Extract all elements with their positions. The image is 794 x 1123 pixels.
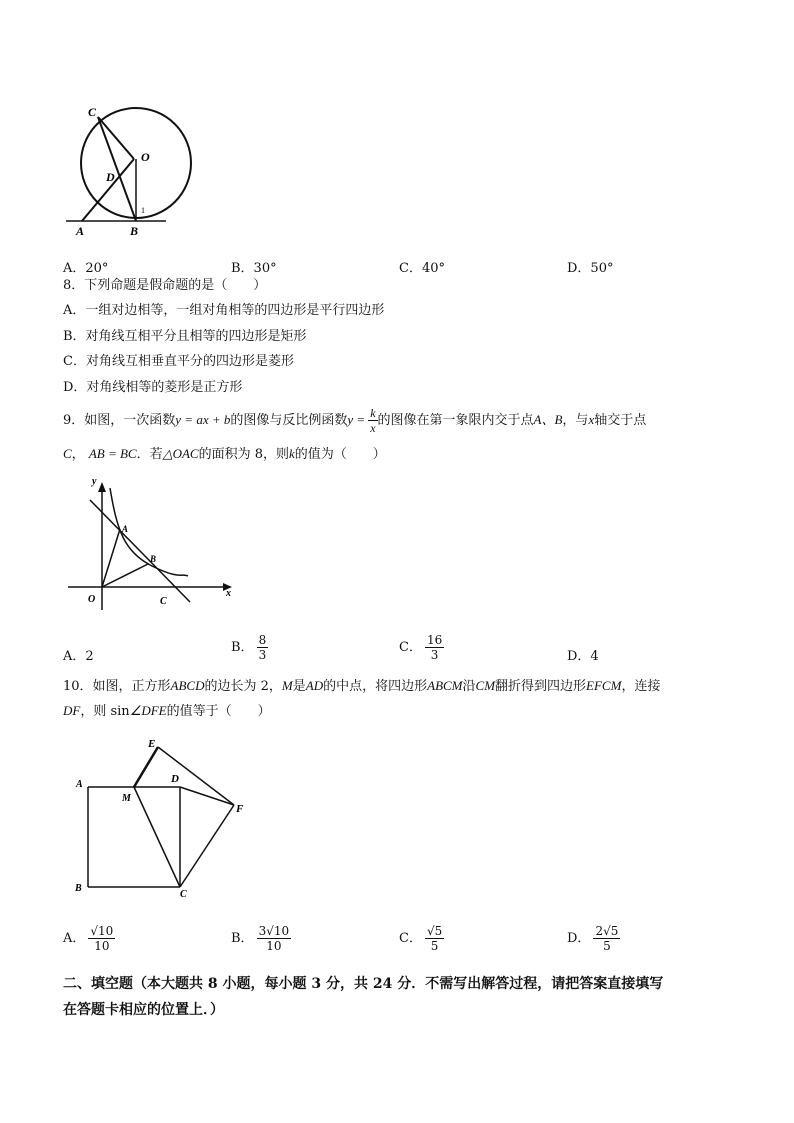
q8-option-a: A．一组对边相等，一组对角相等的四边形是平行四边形	[63, 303, 385, 318]
q10-option-a-den: 10	[94, 939, 110, 953]
y-axis-arrow	[98, 482, 106, 492]
q10-angle: ∠DFE	[129, 703, 167, 718]
q10-option-a-num: √10	[90, 924, 114, 938]
edge-ef	[158, 747, 234, 805]
q10-option-d-den: 5	[603, 939, 611, 953]
q9-recip-den: x	[370, 421, 376, 435]
q10-e: 沿	[462, 679, 476, 694]
q7-option-d: D．50°	[567, 261, 614, 276]
q10-option-b-label: B．	[231, 931, 254, 946]
label-f: F	[236, 803, 244, 815]
label-d: D	[171, 773, 179, 785]
label-a: A	[76, 779, 83, 790]
q10-efcm: EFCM	[586, 678, 622, 693]
segment-ca	[98, 117, 134, 159]
edge-fc	[180, 805, 234, 887]
label-one: 1	[141, 206, 145, 215]
q9-stem-line1	[63, 403, 646, 438]
q8-option-d: D．对角线相等的菱形是正方形	[63, 380, 243, 395]
q9-mid1: 的图像与反比例函数	[230, 413, 348, 428]
segment-ab	[82, 159, 134, 221]
label-o: O	[88, 594, 96, 605]
edge-me	[134, 747, 158, 787]
label-o: O	[141, 150, 150, 164]
q8-option-b: B．对角线互相平分且相等的四边形是矩形	[63, 329, 307, 344]
q9-line2-end: 的值为（ ）	[294, 447, 386, 462]
label-c: C	[88, 105, 97, 119]
q7-option-c: C．40°	[399, 261, 445, 276]
q9-xaxis: x	[588, 412, 595, 427]
q9-stem-line2: C， AB = BC．若△OAC的面积为 8，则k的值为（ ）	[63, 446, 386, 462]
section2-heading-line2: 在答题卡相应的位置上．）	[63, 1002, 224, 1018]
q9-option-c-den: 3	[430, 648, 439, 662]
q9-option-b	[231, 633, 268, 662]
label-m: M	[122, 793, 131, 804]
q10-cm: CM	[475, 678, 496, 693]
q10-c: 是	[292, 679, 306, 694]
q10-option-b-den: 10	[266, 939, 282, 953]
q9-point-c: C	[63, 446, 72, 461]
label-c: C	[160, 596, 167, 607]
label-a: A	[76, 224, 85, 238]
q9-mid2: 的图像在第一象限内交于点	[377, 413, 534, 428]
label-a: A	[122, 524, 129, 534]
label-b: B	[130, 224, 139, 238]
label-d: D	[106, 170, 115, 184]
q10-option-a-label: A．	[63, 931, 86, 946]
q9-option-c	[399, 633, 444, 662]
q10-option-d	[567, 924, 620, 953]
q9-option-c-num: 16	[426, 633, 443, 647]
label-y: y	[92, 476, 97, 487]
q9-option-b-fraction	[257, 633, 269, 662]
q10-option-c-label: C．	[399, 931, 422, 946]
label-b: B	[75, 883, 82, 894]
q9-option-b-den: 3	[258, 648, 267, 662]
q9-line2-area: 的面积为 8，则	[198, 447, 290, 462]
q9-option-b-label: B．	[231, 640, 254, 655]
label-e: E	[148, 738, 156, 750]
q8-option-c: C．对角线互相垂直平分的四边形是菱形	[63, 354, 294, 369]
q10-option-c	[399, 924, 444, 953]
q10-option-a	[63, 924, 115, 953]
label-b: B	[150, 554, 157, 564]
q10-option-c-den: 5	[430, 939, 439, 953]
q10-option-a-fraction	[88, 924, 115, 953]
q9-prefix: 9．如图，一次函数	[63, 413, 176, 428]
q9-line2-mid: ．若	[136, 447, 163, 462]
q10-df: DF	[63, 703, 81, 718]
q9-option-c-fraction	[425, 633, 444, 662]
q10-option-c-num: √5	[426, 924, 443, 938]
q9-tail: 轴交于点	[594, 413, 647, 428]
q9-option-c-label: C．	[399, 640, 422, 655]
q9-recip-num: k	[370, 406, 376, 420]
crease-mc	[134, 787, 180, 887]
q10-end: 的值等于（ ）	[166, 704, 271, 719]
q9-recip-y: y =	[347, 412, 366, 427]
q10-d: 的中点，将四边形	[323, 679, 428, 694]
q10-stem-line2	[63, 702, 271, 721]
q7-option-b: B．30°	[231, 261, 277, 276]
q9-option-b-num: 8	[258, 633, 267, 647]
q10-f: 翻折得到四边形	[495, 679, 587, 694]
section2-heading-line1: 二、填空题（本大题共 8 小题，每小题 3 分，共 24 分．不需写出解答过程，请把答案直接填写	[63, 976, 664, 992]
q9-mid3: ，与	[562, 413, 589, 428]
q9-recip-fraction	[368, 406, 377, 435]
q10-a: 10．如图，正方形	[63, 679, 171, 694]
q10-g: ，连接	[621, 679, 661, 694]
segment-df	[180, 787, 234, 805]
q9-equation: AB = BC	[88, 446, 137, 461]
q10-option-b-num: 3√10	[258, 924, 290, 938]
q9-points: A、B	[533, 412, 563, 427]
q9-option-d: D．4	[567, 649, 599, 664]
q10-abcd: ABCD	[170, 678, 205, 693]
label-c: C	[180, 889, 187, 900]
q10-ad: AD	[305, 678, 324, 693]
label-x: x	[226, 588, 231, 599]
q9-linear-function: y = ax + b	[175, 412, 231, 427]
segment-cb	[98, 117, 136, 221]
figure-q10-square	[70, 735, 250, 900]
q10-stem-line1	[63, 677, 660, 696]
q9-k: k	[289, 446, 295, 461]
figure-q7-circle	[60, 95, 200, 240]
q9-triangle: △OAC	[162, 446, 199, 461]
q10-m: M	[281, 678, 293, 693]
q9-option-a: A．2	[63, 649, 94, 664]
q10-sin: ，则 sin	[80, 704, 130, 719]
segment-ob	[102, 564, 148, 587]
q10-option-c-fraction	[425, 924, 444, 953]
q10-option-b	[231, 924, 291, 953]
q10-option-d-fraction	[593, 924, 620, 953]
q10-option-d-num: 2√5	[595, 924, 619, 938]
q7-option-a: A．20°	[63, 261, 109, 276]
q10-b: 的边长为 2，	[204, 679, 282, 694]
q10-option-b-fraction	[257, 924, 292, 953]
figure-q9-graph	[62, 470, 242, 610]
q10-abcm: ABCM	[427, 678, 463, 693]
segment-oa	[102, 529, 120, 587]
q8-stem: 8．下列命题是假命题的是（ ）	[63, 278, 267, 293]
q10-option-d-label: D．	[567, 931, 591, 946]
